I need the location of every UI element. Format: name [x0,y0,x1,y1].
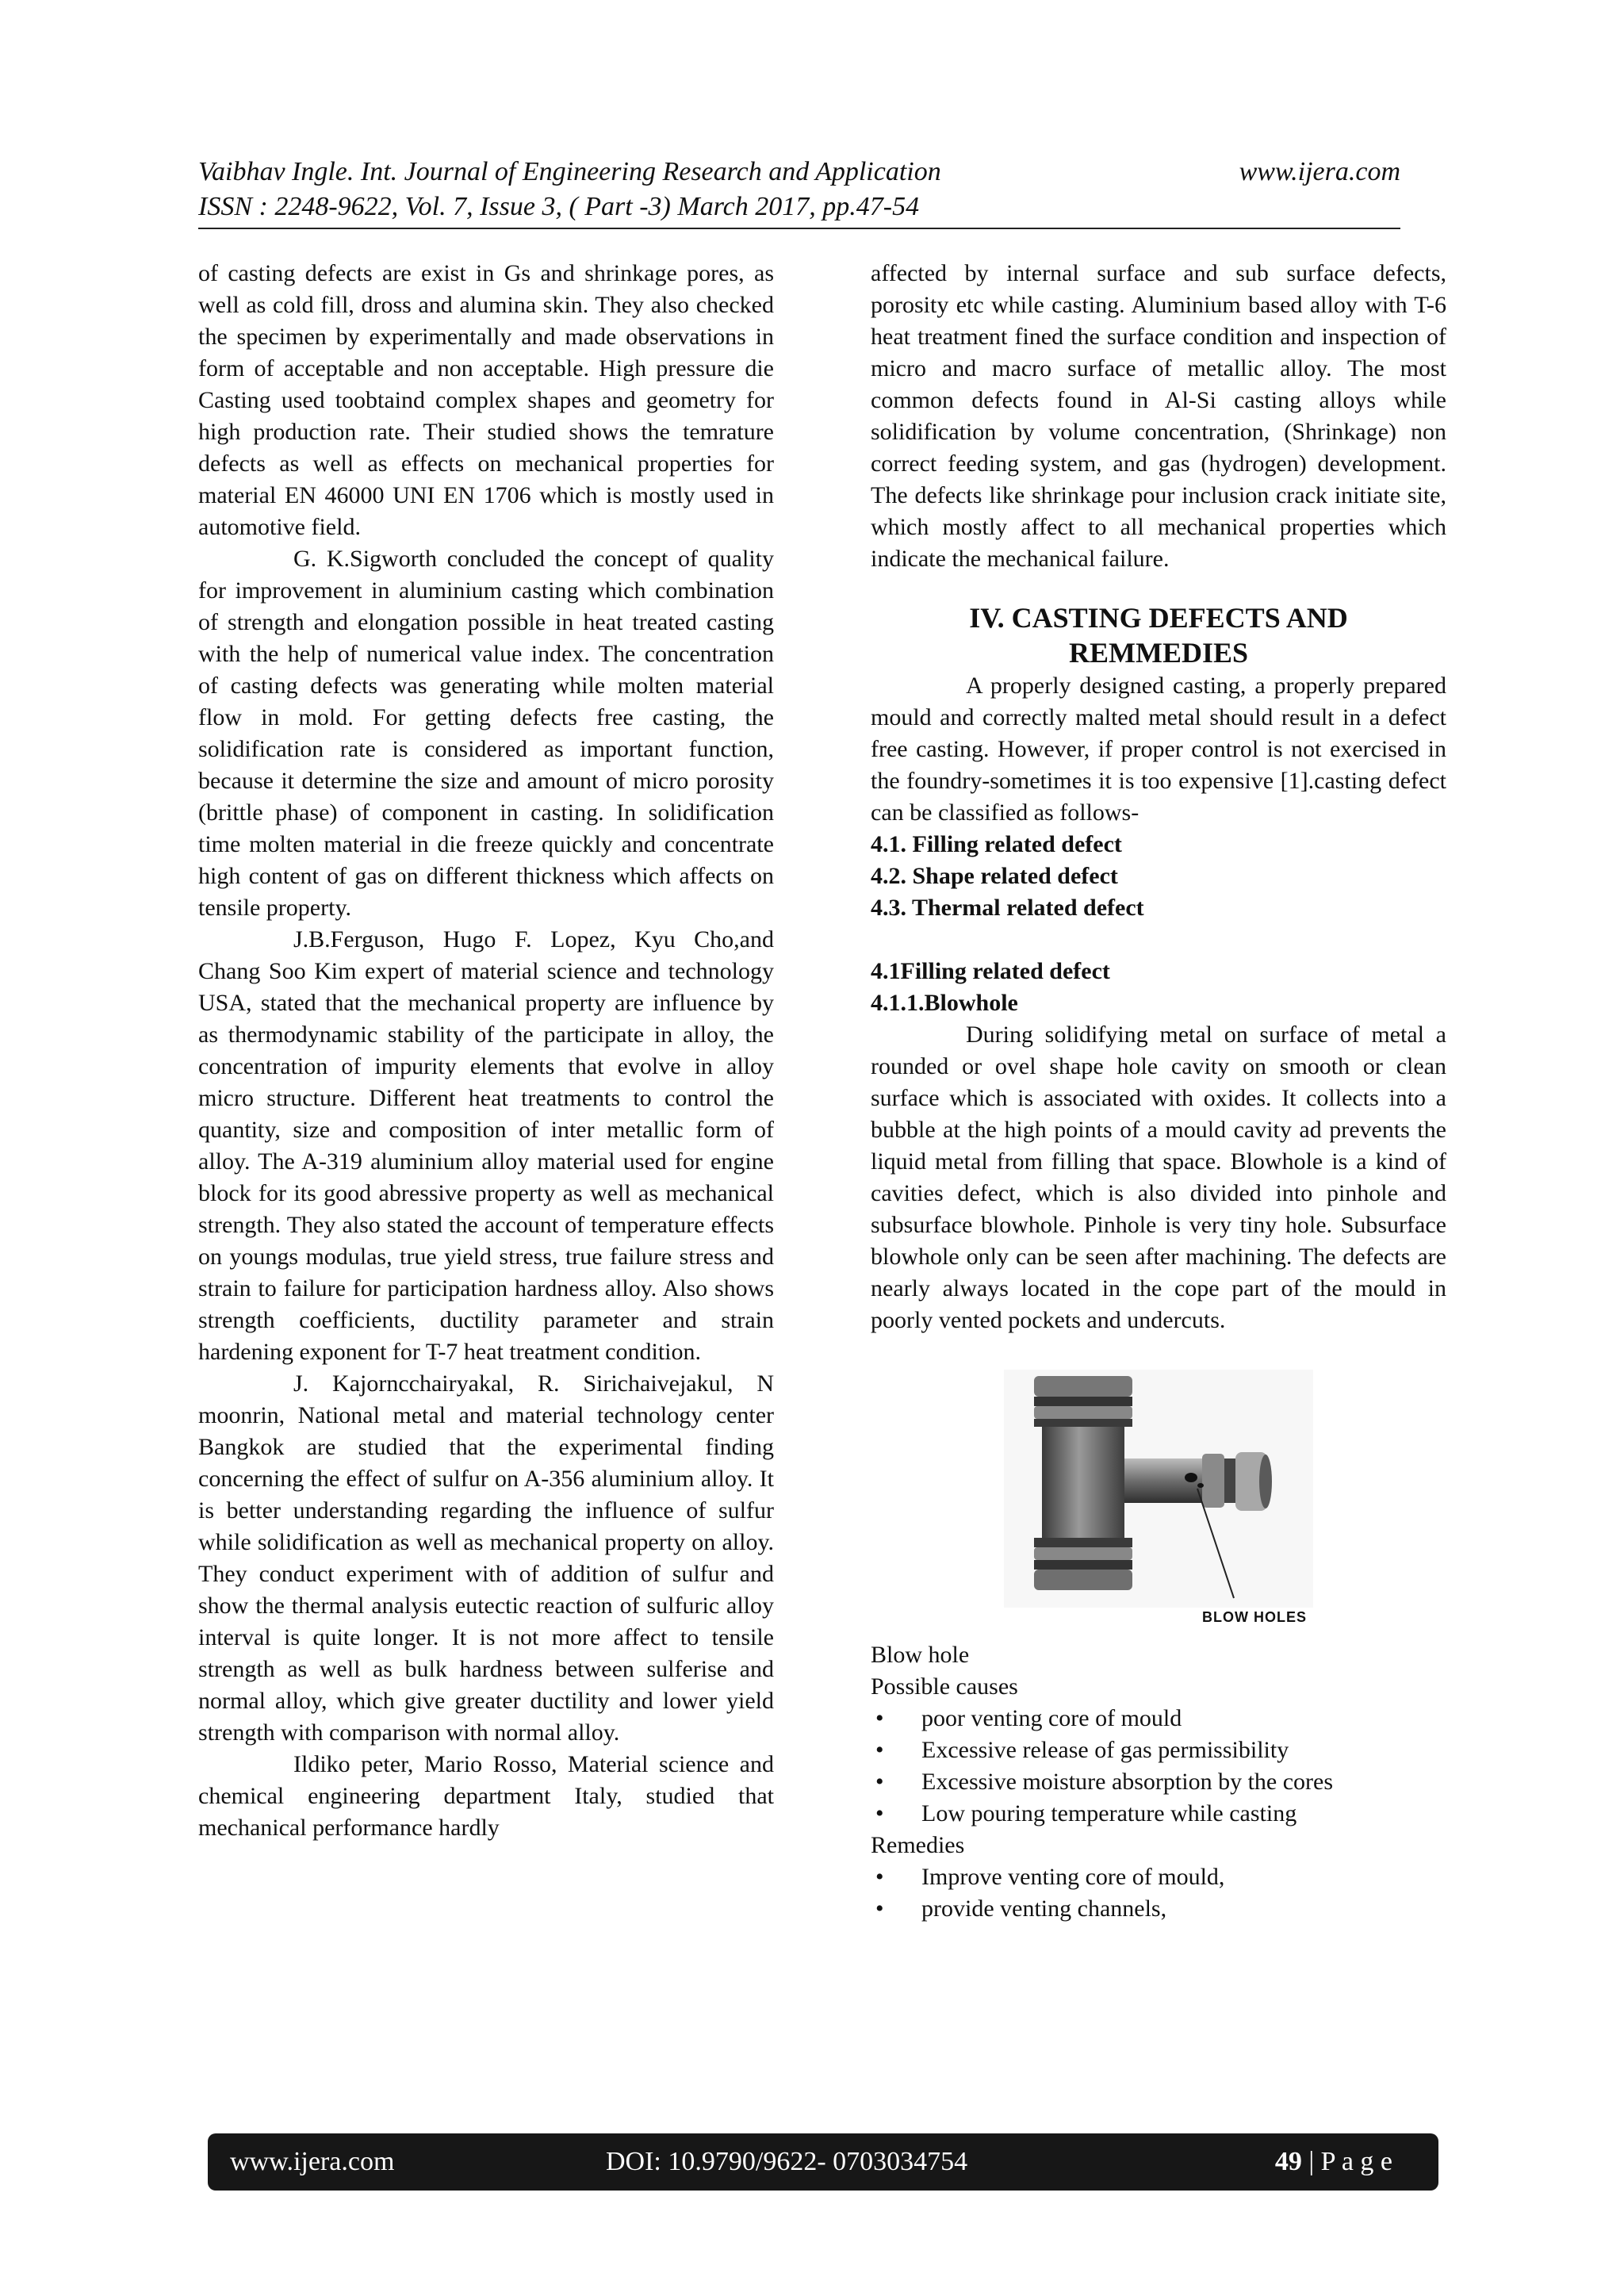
section-heading [871,600,1446,670]
list-item: • poor venting core of mould [871,1703,1446,1734]
paragraph: Ildiko peter, Mario Rosso, Material science and chemical engineering department Italy, studied that mechanical performance hardly [198,1751,774,1841]
paragraph: affected by internal surface and sub surface defects, porosity etc while casting. Aluminium based alloy with T-6 heat treatment fined the surface condition and inspection of micro and macro surface of metallic alloy. The most common defects found in Al-Si casting alloys while solidification by volume concentration, (Shrinkage) non correct feeding system, and gas (hydrogen) development. The defects like shrinkage pour inclusion crack initiate site, which mostly affect to all mechanical properties which indicate the mechanical failure. [871,260,1446,572]
journal-title: Vaibhav Ingle. Int. Journal of Engineering Research and Application [198,157,941,186]
list-item: • Improve venting core of mould, [871,1861,1446,1893]
page-number: 49 [1274,2147,1302,2176]
figure-label: BLOW HOLES [1202,1609,1307,1625]
right-column [871,258,1446,1925]
causes-title: Possible causes [871,1673,1018,1700]
causes-list [871,1703,1446,1830]
defect-class-item: 4.3. Thermal related defect [871,895,1144,921]
paragraph: of casting defects are exist in Gs and shrinkage pores, as well as cold fill, dross and alumina skin. They also checked the specimen by experimentally and made observations in form of acceptable and non acceptable. High pressure die Casting used toobtaind complex shapes and geometry for high production rate. Their studied shows the temrature defects as well as effects on mechanical properties for material EN 46000 UNI EN 1706 which is mostly used in automotive field. [198,260,774,540]
paragraph: A properly designed casting, a properly prepared mould and correctly malted metal should result in a defect free casting. However, if proper control is not exercised in the foundry-sometimes it is too expensive [1].casting defect can be classified as follows- [871,673,1446,826]
remedies-title: Remedies [871,1832,965,1858]
figure-caption: Blow hole [871,1642,970,1668]
remedies-list [871,1861,1446,1925]
section-heading-line-1: IV. CASTING DEFECTS AND [969,602,1348,634]
header-rule [198,228,1400,229]
paragraph: G. K.Sigworth concluded the concept of quality for improvement in aluminium casting which combination of strength and elongation possible in heat treated casting with the help of numerical value index. The concentration of casting defects was generating while molten material flow in mold. For getting defects free casting, the solidification rate is considered as important function, because it determine the size and amount of micro porosity (brittle phase) of component in casting. In solidification time molten material in die freeze quickly and concentrate high content of gas on different thickness which affects on tensile property. [198,546,774,921]
list-item: • Excessive moisture absorption by the cores [871,1766,1446,1798]
paragraph: During solidifying metal on surface of metal a rounded or ovel shape hole cavity on smooth or clean surface which is associated with oxides. It collects into a bubble at the high points of a mould cavity ad prevents the liquid metal from filling that space. Blowhole is a kind of cavities defect, which is also divided into pinhole and subsurface blowhole. Pinhole is very tiny hole. Subsurface blowhole only can be seen after machining. The defects are nearly always located in the cope part of the mould in poorly vented pockets and undercuts. [871,1022,1446,1333]
section-heading-line-2: REMMEDIES [1068,637,1249,669]
list-item: • provide venting channels, [871,1893,1446,1925]
page-label: | P a g e [1301,2147,1392,2176]
footer-page-number [1275,2133,1392,2191]
blowhole-figure [1004,1370,1313,1639]
list-item: • Excessive release of gas permissibility [871,1734,1446,1766]
spacer [871,924,1446,956]
issn-line: ISSN : 2248-9622, Vol. 7, Issue 3, ( Part -3) March 2017, pp.47-54 [198,192,920,221]
paragraph: J. Kajorncchairyakal, R. Sirichaivejakul, N moonrin, National metal and material technology center Bangkok are studied that the experimental finding concerning the effect of sulfur on A-356 aluminium alloy. It is better understanding regarding the influence of sulfur while solidification as well as mechanical property on alloy. They conduct experiment with of addition of sulfur and show the thermal analysis eutectic reaction of sulfuric alloy interval is quite longer. It is not more affect to tensile strength as well as bulk hardness between sulferise and normal alloy, which give greater ductility and lower yield strength with comparison with normal alloy. [198,1370,774,1746]
journal-website[interactable]: www.ijera.com [1239,157,1400,186]
footer-website[interactable]: www.ijera.com [230,2147,395,2176]
list-item: • Low pouring temperature while casting [871,1798,1446,1830]
left-column [198,258,774,1844]
running-header [198,155,1400,224]
header-line-1 [198,155,1400,190]
footer-doi: DOI: 10.9790/9622- 0703034754 [606,2147,968,2176]
subsubsection-heading: 4.1.1.Blowhole [871,990,1018,1016]
paragraph: J.B.Ferguson, Hugo F. Lopez, Kyu Cho,and Chang Soo Kim expert of material science and technology USA, stated that the mechanical property are influence by as thermodynamic stability of the participate in alloy, the concentration of impurity elements that evolve in alloy micro structure. Different heat treatments to control the quantity, size and composition of inter metallic form of alloy. The A-319 aluminium alloy material used for engine block for its good abressive property as well as mechanical strength. They also stated the account of temperature effects on youngs modulas, true yield stress, true failure stress and strain to failure for participation hardness alloy. Also shows strength coefficients, ductility parameter and strain hardening exponent for T-7 heat treatment condition. [198,926,774,1365]
defect-class-item: 4.1. Filling related defect [871,831,1122,857]
page-footer [208,2133,1438,2191]
defect-class-item: 4.2. Shape related defect [871,863,1118,889]
blowhole-casting-image [1004,1370,1313,1608]
subsection-heading: 4.1Filling related defect [871,958,1110,984]
